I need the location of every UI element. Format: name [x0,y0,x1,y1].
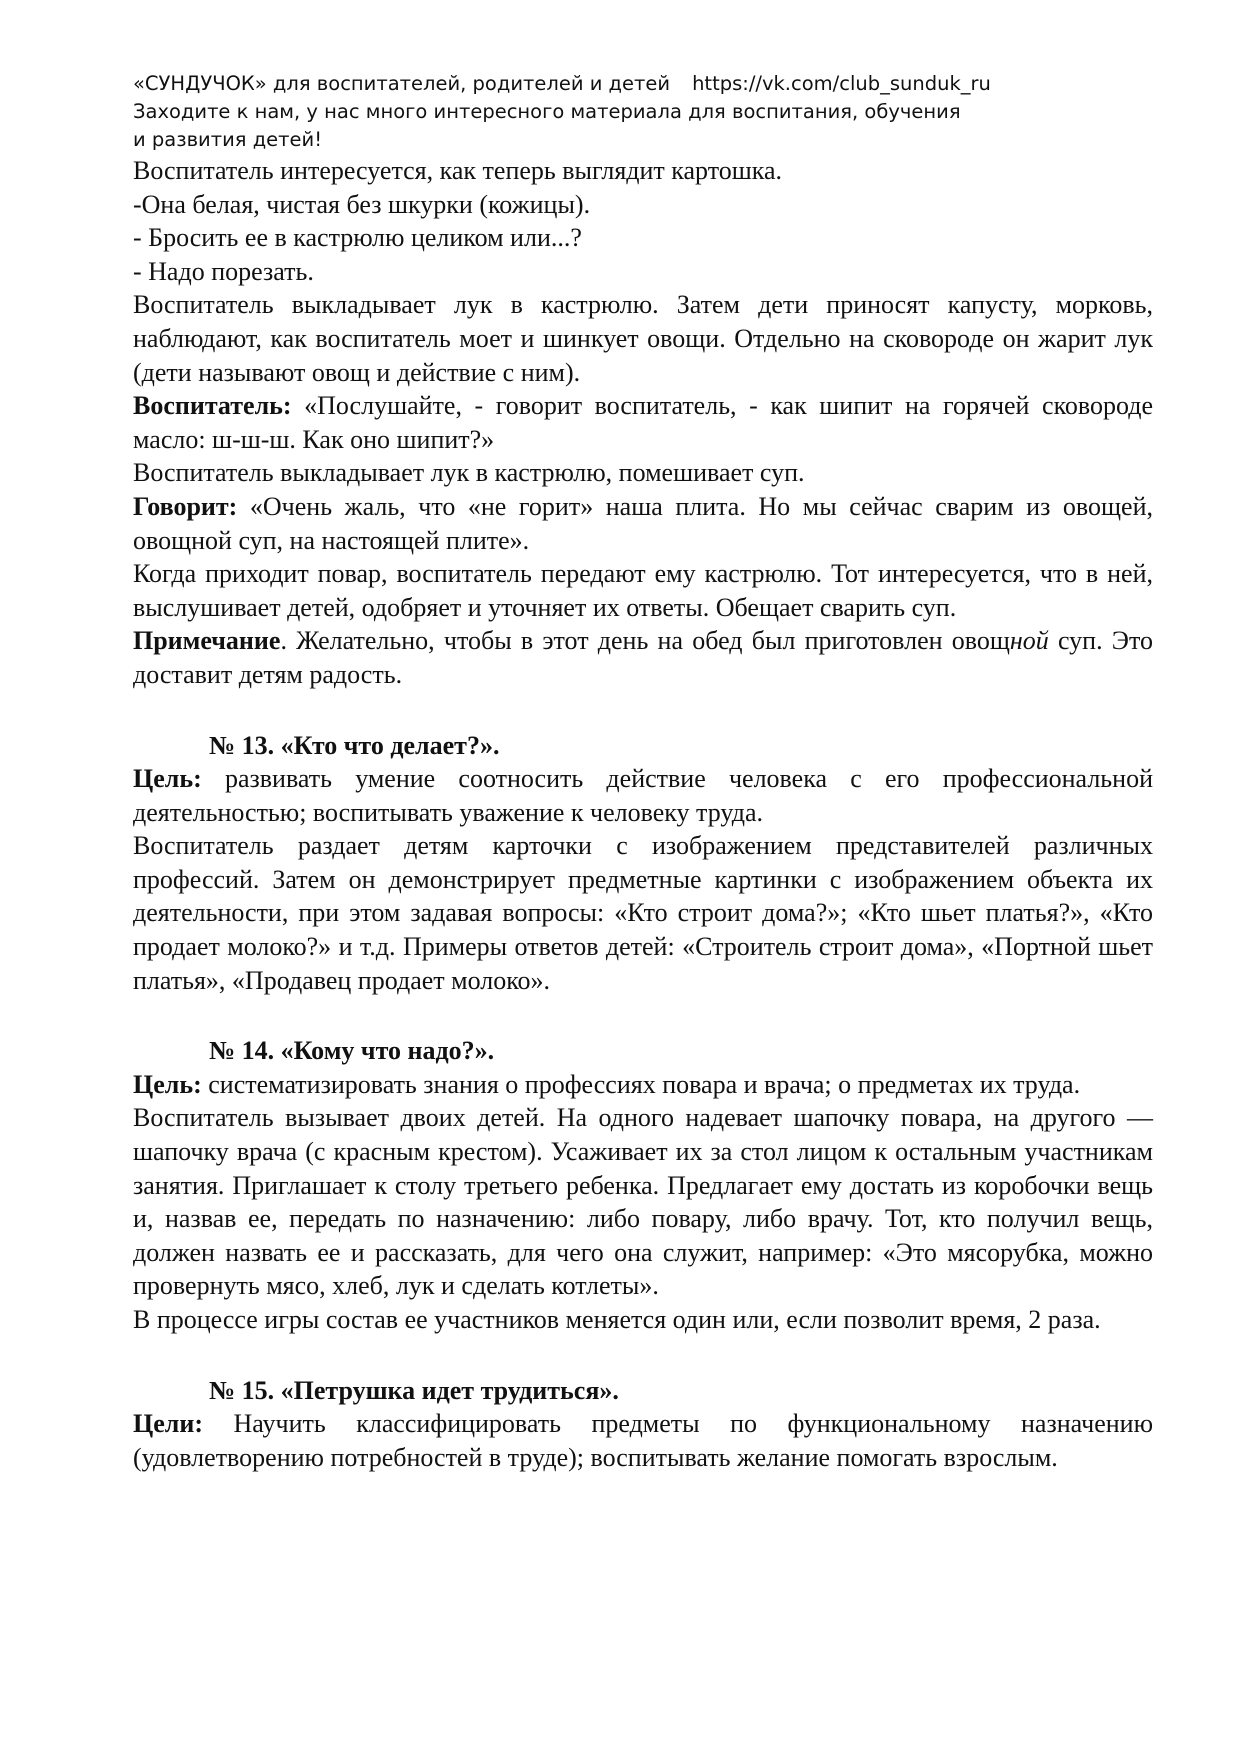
paragraph: Воспитатель интересуется, как теперь выглядит картошка. [133,156,783,185]
site-url[interactable]: https://vk.com/club_sunduk_ru [692,72,991,95]
speaker-label: Воспитатель: [133,391,292,421]
spacer [133,997,1153,1034]
paragraph: Воспитатель: «Послушайте, - говорит воспитатель, - как шипит на горячей сковороде масло: ш-ш-ш. Как оно шипит?» [133,391,1153,454]
goal-paragraph: Цель: развивать умение соотносить действие человека с его профессиональной деятельностью; воспитывать уважение к человеку труда. [133,764,1153,827]
paragraph: В процессе игры состав ее участников меняется один или, если позволит время, 2 раза. [133,1305,1101,1334]
goal-label: Цель: [133,764,202,794]
document-page [133,70,1153,1474]
paragraph: - Бросить ее в кастрюлю целиком или...? [133,223,582,253]
section-title-15: № 15. «Петрушка идет трудиться». [209,1375,619,1405]
note-paragraph: Примечание. Желательно, чтобы в этот день на обед был приготовлен овощной суп. Это доставит детям радость. [133,626,1153,689]
goal-paragraph: Цели: Научить классифицировать предметы по функциональному назначению (удовлетворению потребностей в труде); воспитывать желание помогать взрослым. [133,1409,1153,1472]
site-name: «СУНДУЧОК» для воспитателей, родителей и детей [133,72,671,95]
page-header [133,70,1153,154]
spacer [133,1337,1153,1374]
goal-label: Цели: [133,1409,203,1439]
document-body [133,154,1153,1474]
section-title-13: № 13. «Кто что делает?». [209,730,500,760]
section-title-14: № 14. «Кому что надо?». [209,1036,495,1066]
paragraph: -Она белая, чистая без шкурки (кожицы). [133,189,591,219]
paragraph: Говорит: «Очень жаль, что «не горит» наша плита. Но мы сейчас сварим из овощей, овощной суп, на настоящей плите». [133,491,1153,555]
header-line-2: Заходите к нам, у нас много интересного материала для воспитания, обучения [133,100,961,123]
goal-paragraph: Цель: систематизировать знания о профессиях повара и врача; о предметах их труда. [133,1069,1081,1099]
paragraph: Воспитатель выкладывает лук в кастрюлю, помешивает суп. [133,458,805,488]
paragraph: Воспитатель выкладывает лук в кастрюлю. Затем дети приносят капусту, морковь, наблюдают, как воспитатель моет и шинкует овощи. Отдельно на сковороде он жарит лук (дети называют овощ и действие с ним). [133,290,1153,387]
header-line-3: и развития детей! [133,128,323,151]
paragraph: Воспитатель раздает детям карточки с изображением представителей различных профессий. Затем он демонстрирует предметные картинки с изображением объекта их деятельности, при этом задавая вопросы: «Кто строит дома?»; «Кто шьет платья?», «Кто продает молоко?» и т.д. Примеры ответов детей: «Строитель строит дома», «Портной шьет платья», «Продавец продает молоко». [133,831,1153,995]
spacer [133,692,1153,729]
paragraph: - Надо порезать. [133,256,314,286]
goal-label: Цель: [133,1069,202,1099]
speaker-label: Говорит: [133,491,238,521]
paragraph: Воспитатель вызывает двоих детей. На одного надевает шапочку повара, на другого — шапочку врача (с красным крестом). Усаживает их за стол лицом к остальным участникам занятия. Приглашает к столу третьего ребенка. Предлагает ему достать из коробочки вещь и, назвав ее, передать по назначению: либо повару, либо врачу. Тот, кто получил вещь, должен назвать ее и рассказать, для чего она служит, например: «Это мясорубка, можно провернуть мясо, хлеб, лук и сделать котлеты». [133,1103,1153,1301]
header-line-1 [133,70,1153,98]
paragraph: Когда приходит повар, воспитатель передают ему кастрюлю. Тот интересуется, что в ней, выслушивает детей, одобряет и уточняет их ответы. Обещает сварить суп. [133,559,1153,622]
note-label: Примечание [133,626,281,656]
